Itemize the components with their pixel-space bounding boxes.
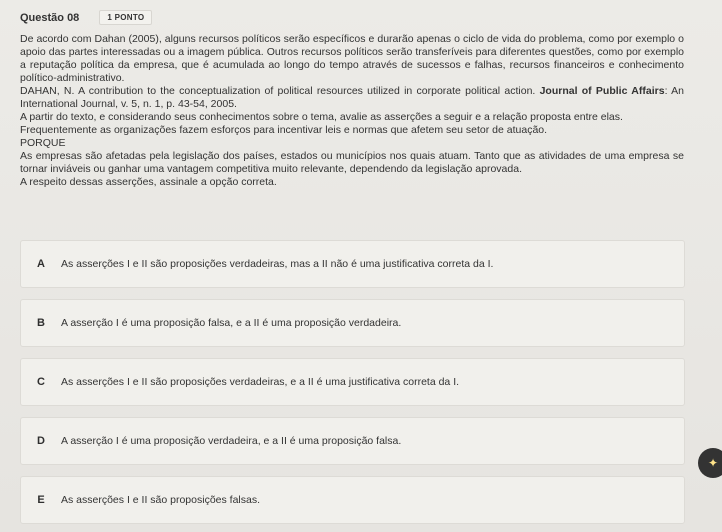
helper-bubble-icon[interactable]: ✦ xyxy=(698,448,722,478)
points-badge: 1 PONTO xyxy=(99,10,152,25)
option-letter: B xyxy=(37,317,45,329)
assertion-1: Frequentemente as organizações fazem esforços para incentivar leis e normas que afetem seu setor de atuação. xyxy=(20,124,548,136)
option-d[interactable] xyxy=(20,417,685,465)
option-text: As asserções I e II são proposições verdadeiras, e a II é uma justificativa correta da I. xyxy=(61,376,460,388)
option-b[interactable] xyxy=(20,299,685,347)
option-a[interactable] xyxy=(20,240,685,288)
prompt: A respeito dessas asserções, assinale a opção correta. xyxy=(20,176,277,188)
question-number: Questão 08 xyxy=(20,11,80,24)
option-text: As asserções I e II são proposições verdadeiras, mas a II não é uma justificativa correta da I. xyxy=(61,258,494,270)
option-c[interactable] xyxy=(20,358,685,406)
question-header xyxy=(20,10,152,25)
option-text: A asserção I é uma proposição falsa, e a II é uma proposição verdadeira. xyxy=(61,317,402,329)
reference-prefix: DAHAN, N. A contribution to the conceptualization of political resources utilized in corporate political action. xyxy=(20,85,540,97)
assertion-2: As empresas são afetadas pela legislação dos países, estados ou municípios nos quais atuam. Tanto que as atividades de uma empresa se tornar inviáveis ou ganhar uma vantagem competitiva muito relevante, dependendo da legislação aprovada. xyxy=(20,150,684,175)
instruction: A partir do texto, e considerando seus conhecimentos sobre o tema, avalie as asserções a seguir e a relação proposta entre elas. xyxy=(20,111,623,123)
option-text: A asserção I é uma proposição verdadeira, e a II é uma proposição falsa. xyxy=(61,435,402,447)
reference-suffix: : An International Journal, v. 5, n. 1, p. 43-54, 2005. xyxy=(20,85,684,110)
context-paragraph: De acordo com Dahan (2005), alguns recursos políticos serão específicos e durarão apenas o ciclo de vida do problema, como por exemplo o apoio das partes interessadas ou a imagem pública. Outros recursos políticos serão transferíveis para diferentes questões, como por exemplo a reputação política da empresa, que é acumulada ao longo do tempo através de sucessos e falhas, recursos financeiros e conhecimento político-administrativo. xyxy=(20,33,684,84)
reference-journal: Journal of Public Affairs xyxy=(539,85,665,97)
question-body xyxy=(20,33,684,189)
option-text: As asserções I e II são proposições falsas. xyxy=(61,494,261,506)
option-letter: A xyxy=(37,258,45,270)
reference xyxy=(20,85,684,111)
option-letter: E xyxy=(37,494,45,506)
option-letter: C xyxy=(37,376,45,388)
connector: PORQUE xyxy=(20,137,66,149)
option-e[interactable] xyxy=(20,476,685,524)
option-letter: D xyxy=(37,435,45,447)
